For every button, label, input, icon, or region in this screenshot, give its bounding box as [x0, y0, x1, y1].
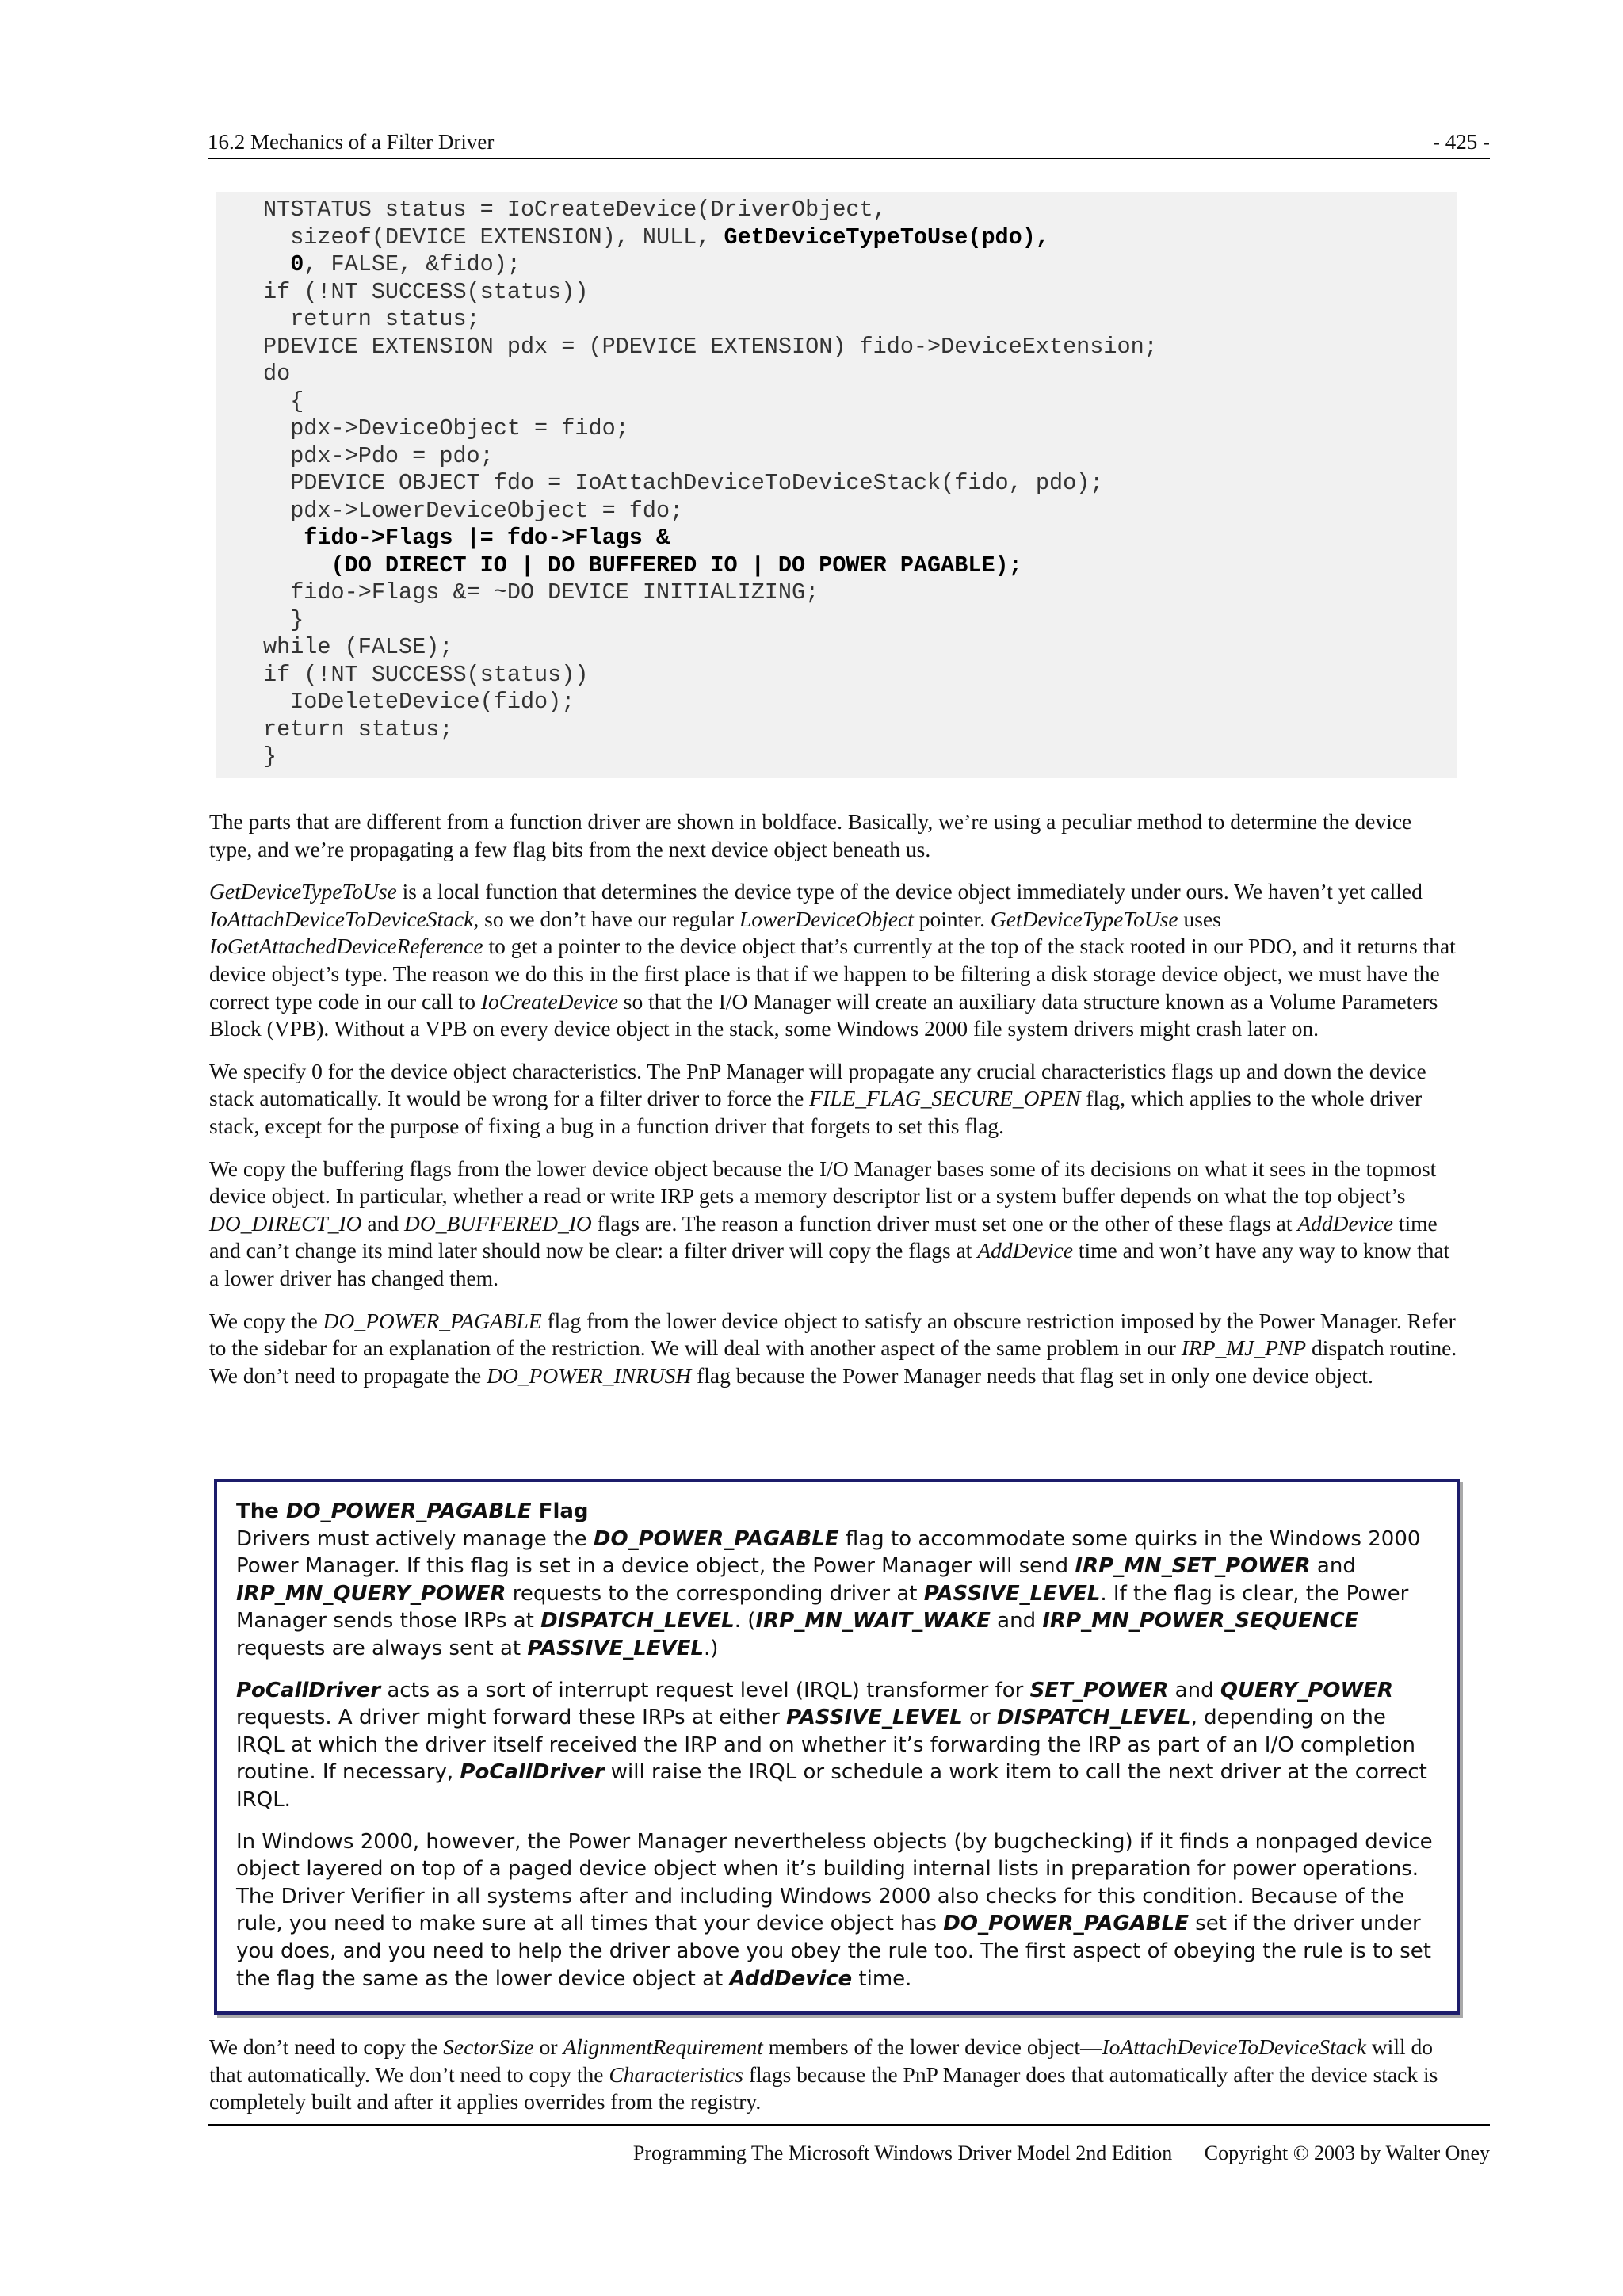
section-title: 16.2 Mechanics of a Filter Driver [208, 130, 495, 154]
sidebar-paragraph [236, 1526, 1438, 1663]
text-run: AddDevice [977, 1238, 1073, 1263]
text-run: GetDeviceTypeToUse [209, 879, 397, 904]
text-run: IoCreateDevice [480, 988, 618, 1014]
sidebar-text-run: PASSIVE_LEVEL [786, 1706, 963, 1730]
code-line [263, 251, 1457, 279]
code-token: while (FALSE); [263, 634, 453, 660]
sidebar-text-run: SET_POWER [1029, 1678, 1169, 1702]
sidebar-title-run: Flag [531, 1499, 589, 1523]
sidebar-text-run: DISPATCH_LEVEL [540, 1609, 735, 1633]
sidebar-text-run: IRP_MN_QUERY_POWER [236, 1581, 506, 1606]
text-run: DO_POWER_INRUSH [487, 1362, 692, 1388]
code-token: fido->Flags &= ~DO DEVICE INITIALIZING; [263, 579, 819, 606]
code-line [263, 334, 1457, 361]
text-run: uses [1178, 906, 1221, 931]
body-paragraph [209, 1156, 1460, 1293]
text-run: We don’t need to copy the [209, 2034, 444, 2059]
sidebar-paragraph [236, 1677, 1438, 1814]
sidebar-text-run: and [990, 1609, 1043, 1633]
code-line [263, 525, 1457, 552]
text-run: pointer. [913, 906, 991, 931]
text-run: so that the I/O Manager will create an auxiliary data structure known as a Volume Parameters Block (VPB). Without a VPB on every device object in the stack, some Windows 2000 file system drivers might crash later on. [209, 988, 1438, 1041]
sidebar-title-run: The [236, 1499, 286, 1523]
code-token [263, 251, 290, 277]
code-token: PDEVICE EXTENSION pdx = (PDEVICE EXTENSION) fido->DeviceExtension; [263, 333, 1158, 360]
code-token: , FALSE, &fido); [304, 251, 521, 277]
text-run: is a local function that determines the device type of the device object immediately under ours. We haven’t yet called [396, 879, 1423, 904]
text-run: flag because the Power Manager needs that flag set in only one device object. [691, 1362, 1373, 1388]
code-line [263, 197, 1457, 224]
text-run: IoAttachDeviceToDeviceStack [209, 906, 474, 931]
sidebar-text-run: PoCallDriver [236, 1678, 381, 1702]
sidebar-text-run: and [1168, 1678, 1220, 1702]
code-line [263, 498, 1457, 525]
text-run: flag, which applies to the whole driver stack, except for the purpose of fixing a bug in a function driver that forgets to set this flag. [209, 1086, 1423, 1138]
text-run: AddDevice [1297, 1210, 1393, 1236]
text-run: LowerDeviceObject [739, 906, 914, 931]
code-token: IoDeleteDevice(fido); [263, 689, 575, 715]
text-run: DO_DIRECT_IO [209, 1210, 362, 1236]
sidebar-text-run: . ( [734, 1609, 756, 1633]
body-paragraph [209, 1308, 1460, 1390]
code-line [263, 662, 1457, 690]
text-run: IoGetAttachedDeviceReference [209, 934, 483, 959]
text-run: and [361, 1210, 404, 1236]
text-run: dispatch routine. We don’t need to propagate the [209, 1335, 1457, 1388]
code-token: GetDeviceTypeToUse(pdo), [724, 223, 1049, 250]
page-footer [208, 2124, 1490, 2165]
sidebar-text-run: . If the flag is clear, the Power Manager sends those IRPs at [236, 1581, 1409, 1633]
sidebar-text-run: IRP_MN_SET_POWER [1075, 1554, 1311, 1579]
text-run: time and won’t have any way to know that a lower driver has changed them. [209, 1238, 1450, 1290]
code-token: sizeof(DEVICE EXTENSION), NULL, [263, 223, 724, 250]
sidebar-text-run: IRP_MN_WAIT_WAKE [755, 1609, 991, 1633]
text-run: The parts that are different from a function driver are shown in boldface. Basically, we’re using a peculiar method to determine the device type, and we’re propagating a few flag bits from the next device object beneath us. [209, 809, 1412, 861]
sidebar-body [236, 1526, 1438, 1993]
sidebar-text-run: PoCallDriver [460, 1760, 605, 1785]
code-line [263, 306, 1457, 334]
sidebar-text-run: In Windows 2000, however, the Power Manager nevertheless objects (by bugchecking) if it finds a nonpaged device object layered on top of a paged device object when it’s building internal lists in preparation for power operations. The Driver Verifier in all systems after and including Windows 2000 also checks for this condition. Because of the rule, you need to make sure at all times that your device object has [236, 1829, 1433, 1936]
code-token: (DO DIRECT IO | DO BUFFERED IO | DO POWER PAGABLE); [263, 552, 1022, 579]
sidebar-text-run: DISPATCH_LEVEL [996, 1706, 1191, 1730]
code-line [263, 470, 1457, 498]
text-run: Characteristics [609, 2061, 743, 2087]
text-run: We copy the buffering flags from the lower device object because the I/O Manager bases some of its decisions on what it sees in the topmost device object. In particular, whether a read or write IRP gets a memory descriptor list or a system buffer depends on what the top object’s [209, 1156, 1437, 1209]
text-run: flag from the lower device object to satisfy an obscure restriction imposed by the Power Manager. Refer to the sidebar for an explanation of the restriction. We will deal with another aspect of the same problem in our [209, 1308, 1456, 1361]
sidebar-text-run: DO_POWER_PAGABLE [593, 1526, 839, 1551]
sidebar-text-run: .) [704, 1636, 719, 1660]
footer-copyright: Copyright © 2003 by Walter Oney [1204, 2141, 1490, 2164]
code-line [263, 224, 1457, 252]
body-paragraph [209, 878, 1460, 1043]
closing-paragraph [209, 2034, 1460, 2116]
text-run: AlignmentRequirement [563, 2034, 763, 2059]
code-token: fido->Flags |= fdo->Flags & [263, 525, 670, 551]
code-line [263, 579, 1457, 607]
text-run: time and can’t change its mind later should now be clear: a filter driver will copy the flags at [209, 1210, 1438, 1263]
sidebar-text-run: requests are always sent at [236, 1636, 528, 1660]
sidebar-title [236, 1498, 1438, 1526]
code-token: PDEVICE OBJECT fdo = IoAttachDeviceToDeviceStack(fido, pdo); [263, 470, 1104, 496]
code-line [263, 743, 1457, 771]
running-header [208, 130, 1490, 159]
code-line [263, 689, 1457, 716]
sidebar-text-run: time. [852, 1966, 912, 1991]
code-line [263, 552, 1457, 580]
code-token: } [263, 743, 277, 770]
code-token: } [263, 606, 304, 633]
code-token: if (!NT SUCCESS(status)) [263, 661, 589, 688]
code-token: if (!NT SUCCESS(status)) [263, 278, 589, 305]
code-token: pdx->LowerDeviceObject = fdo; [263, 497, 684, 524]
body-text [209, 808, 1460, 1404]
code-token: return status; [263, 306, 480, 332]
sidebar-text-run: AddDevice [729, 1966, 853, 1991]
sidebar-title-run: DO_POWER_PAGABLE [285, 1499, 532, 1523]
body-paragraph [209, 1058, 1460, 1140]
body-paragraph [209, 808, 1460, 863]
sidebar-text-run: flag to accommodate some quirks in the Windows 2000 Power Manager. If this flag is set in a device object, the Power Manager will send [236, 1526, 1421, 1579]
code-line [263, 388, 1457, 416]
text-run: or [533, 2034, 563, 2059]
code-token: pdx->DeviceObject = fido; [263, 415, 629, 441]
sidebar-text-run: requests to the corresponding driver at [506, 1581, 924, 1606]
footer-book-title: Programming The Microsoft Windows Driver Model 2nd Edition [632, 2141, 1173, 2164]
code-token: { [263, 388, 304, 415]
sidebar-text-run: will raise the IRQL or schedule a work item to call the next driver at the correct IRQL. [236, 1760, 1427, 1812]
sidebar-text-run: acts as a sort of interrupt request level (IRQL) transformer for [380, 1678, 1030, 1702]
code-token: return status; [263, 716, 453, 743]
code-token: NTSTATUS status = IoCreateDevice(DriverObject, [263, 197, 887, 223]
page-number: - 425 - [1433, 130, 1490, 154]
text-run: SectorSize [443, 2034, 534, 2059]
code-line [263, 634, 1457, 662]
sidebar-text-run: set if the driver under you does, and you need to help the driver above you obey the rule too. The first aspect of obeying the rule is to set the flag the same as the lower device object at [236, 1912, 1431, 1991]
code-line [263, 415, 1457, 443]
sidebar-text-run: or [962, 1706, 997, 1730]
text-run: , so we don’t have our regular [473, 906, 739, 931]
text-run: DO_POWER_PAGABLE [323, 1308, 542, 1333]
sidebar-text-run: Drivers must actively manage the [236, 1526, 594, 1551]
sidebar-text-run: QUERY_POWER [1220, 1678, 1393, 1702]
sidebar-paragraph [236, 1828, 1438, 1993]
text-run: We copy the [209, 1308, 323, 1333]
code-line [263, 443, 1457, 471]
text-run: IoAttachDeviceToDeviceStack [1102, 2034, 1366, 2059]
sidebar-text-run: PASSIVE_LEVEL [923, 1581, 1101, 1606]
code-token: 0 [290, 251, 304, 277]
text-run: flags are. The reason a function driver must set one or the other of these flags at [591, 1210, 1298, 1236]
closing-text [209, 2034, 1460, 2131]
sidebar-text-run: , depending on the IRQL at which the driver itself received the IRP and on whether it’s forwarding the IRP as part of an I/O completion routine. If necessary, [236, 1706, 1416, 1785]
text-run: DO_BUFFERED_IO [403, 1210, 592, 1236]
text-run: members of the lower device object— [762, 2034, 1102, 2059]
sidebar-text-run: and [1310, 1554, 1356, 1579]
text-run: GetDeviceTypeToUse [990, 906, 1178, 931]
code-token: pdx->Pdo = pdo; [263, 442, 494, 469]
code-listing [216, 192, 1457, 778]
sidebar-text-run: IRP_MN_POWER_SEQUENCE [1042, 1609, 1359, 1633]
text-run: will do that automatically. We don’t need to copy the [209, 2034, 1433, 2087]
code-line [263, 716, 1457, 744]
sidebar-text-run: DO_POWER_PAGABLE [943, 1912, 1189, 1936]
code-line [263, 607, 1457, 635]
text-run: We specify 0 for the device object characteristics. The PnP Manager will propagate any crucial characteristics flags up and down the device stack automatically. It would be wrong for a filter driver to force the [209, 1058, 1426, 1111]
code-line [263, 361, 1457, 388]
sidebar-text-run: PASSIVE_LEVEL [527, 1636, 705, 1660]
text-run: IRP_MJ_PNP [1181, 1335, 1307, 1361]
sidebar-box [214, 1479, 1460, 2015]
text-run: to get a pointer to the device object that’s currently at the top of the stack rooted in our PDO, and it returns that device object’s type. The reason we do this in the first place is that if we happen to be filtering a disk storage device object, we must have the correct type code in our call to [209, 934, 1456, 1014]
sidebar-text-run: requests. A driver might forward these IRPs at either [236, 1706, 787, 1730]
text-run: FILE_FLAG_SECURE_OPEN [809, 1086, 1081, 1111]
code-line [263, 279, 1457, 307]
text-run: flags because the PnP Manager does that automatically after the device stack is completely built and after it applies overrides from the registry. [209, 2061, 1438, 2115]
code-token: do [263, 361, 291, 387]
